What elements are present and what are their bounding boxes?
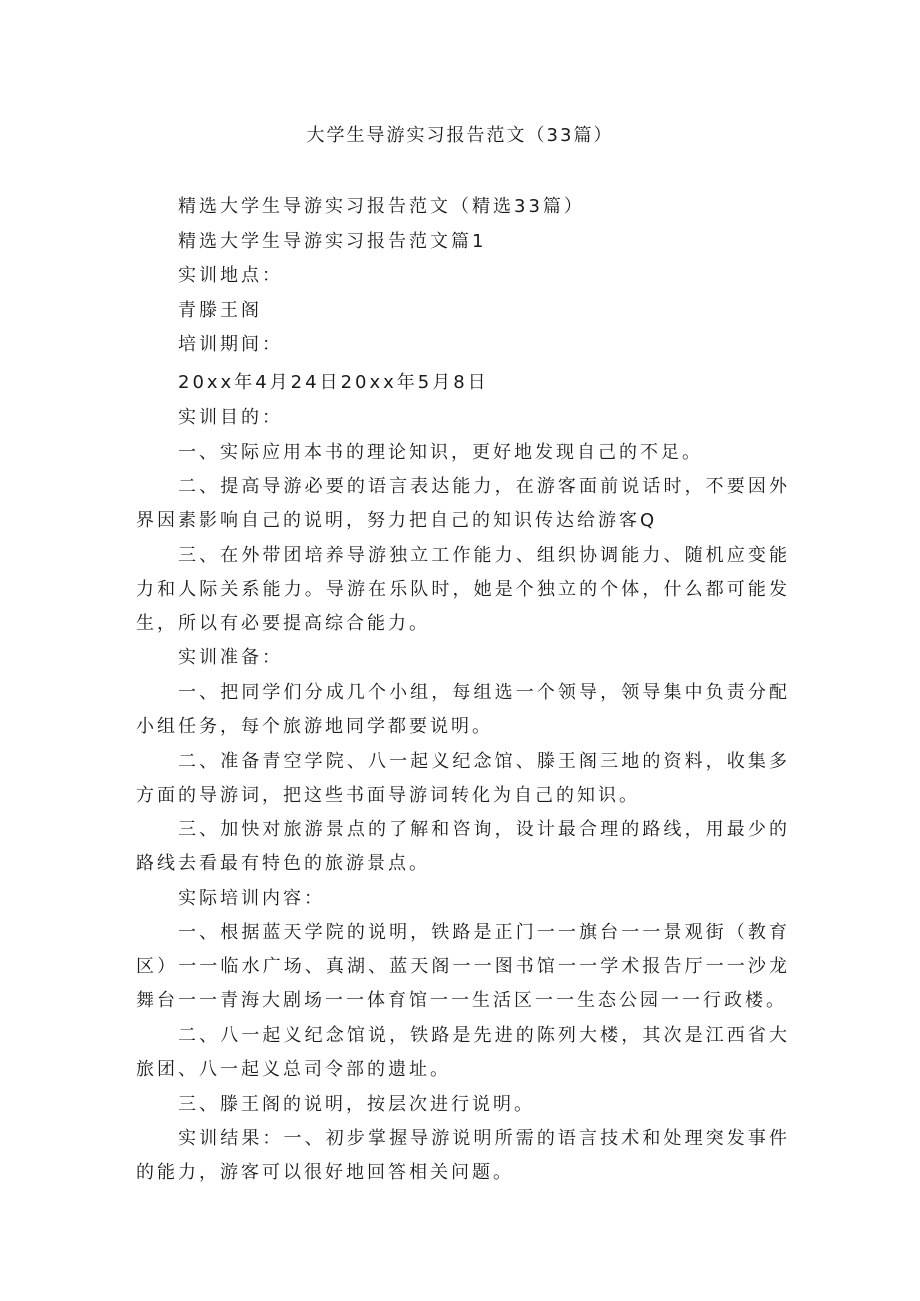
paragraph-training-period-label: 培训期间：: [178, 334, 283, 356]
paragraph-training-location-label: 实训地点：: [178, 265, 283, 287]
paragraph-content-1: 一、根据蓝天学院的说明，铁路是正门一一旗台一一景观街（教育区）一一临水广场、真湖、蓝天阁一一图书馆一一学术报告厅一一沙龙舞台一一青海大剧场一一体育馆一一生活区一一生态公园一一行政楼。: [136, 922, 790, 1012]
paragraph-content-2: 二、八一起义纪念馆说，铁路是先进的陈列大楼，其次是江西省大旅团、八一起义总司令部的遗址。: [136, 1024, 790, 1080]
document-title: 大学生导游实习报告范文（33篇）: [306, 125, 614, 146]
paragraph-subtitle: 精选大学生导游实习报告范文（精选33篇）: [178, 196, 585, 217]
paragraph-section-heading: 精选大学生导游实习报告范文篇1: [178, 230, 487, 252]
paragraph-result: 实训结果：一、初步掌握导游说明所需的语言技术和处理突发事件的能力，游客可以很好地回答相关问题。: [136, 1128, 790, 1184]
paragraph-preparation-2: 二、准备青空学院、八一起义纪念馆、滕王阁三地的资料，收集多方面的导游词，把这些书面导游词转化为自己的知识。: [136, 750, 790, 806]
paragraph-purpose-1: 一、实际应用本书的理论知识，更好地发现自己的不足。: [178, 441, 703, 463]
paragraph-content-3: 三、滕王阁的说明，按层次进行说明。: [178, 1093, 535, 1115]
paragraph-preparation-1: 一、把同学们分成几个小组，每组选一个领导，领导集中负责分配小组任务，每个旅游地同学都要说明。: [136, 681, 790, 737]
paragraph-purpose-3: 三、在外带团培养导游独立工作能力、组织协调能力、随机应变能力和人际关系能力。导游在乐队时，她是个独立的个体，什么都可能发生，所以有必要提高综合能力。: [136, 544, 790, 634]
paragraph-preparation-label: 实训准备：: [178, 647, 283, 669]
paragraph-training-location-value: 青滕王阁: [178, 299, 262, 321]
paragraph-content-label: 实际培训内容：: [178, 887, 325, 909]
paragraph-preparation-3: 三、加快对旅游景点的了解和咨询，设计最合理的路线，用最少的路线去看最有特色的旅游景点。: [136, 819, 790, 875]
document-body: [136, 190, 790, 1191]
paragraph-purpose-2: 二、提高导游必要的语言表达能力，在游客面前说话时，不要因外界因素影响自己的说明，努力把自己的知识传达给游客Q: [136, 476, 790, 532]
paragraph-training-purpose-label: 实训目的：: [178, 406, 283, 428]
paragraph-training-period-value: 20xx年4月24日20xx年5月8日: [178, 372, 489, 394]
